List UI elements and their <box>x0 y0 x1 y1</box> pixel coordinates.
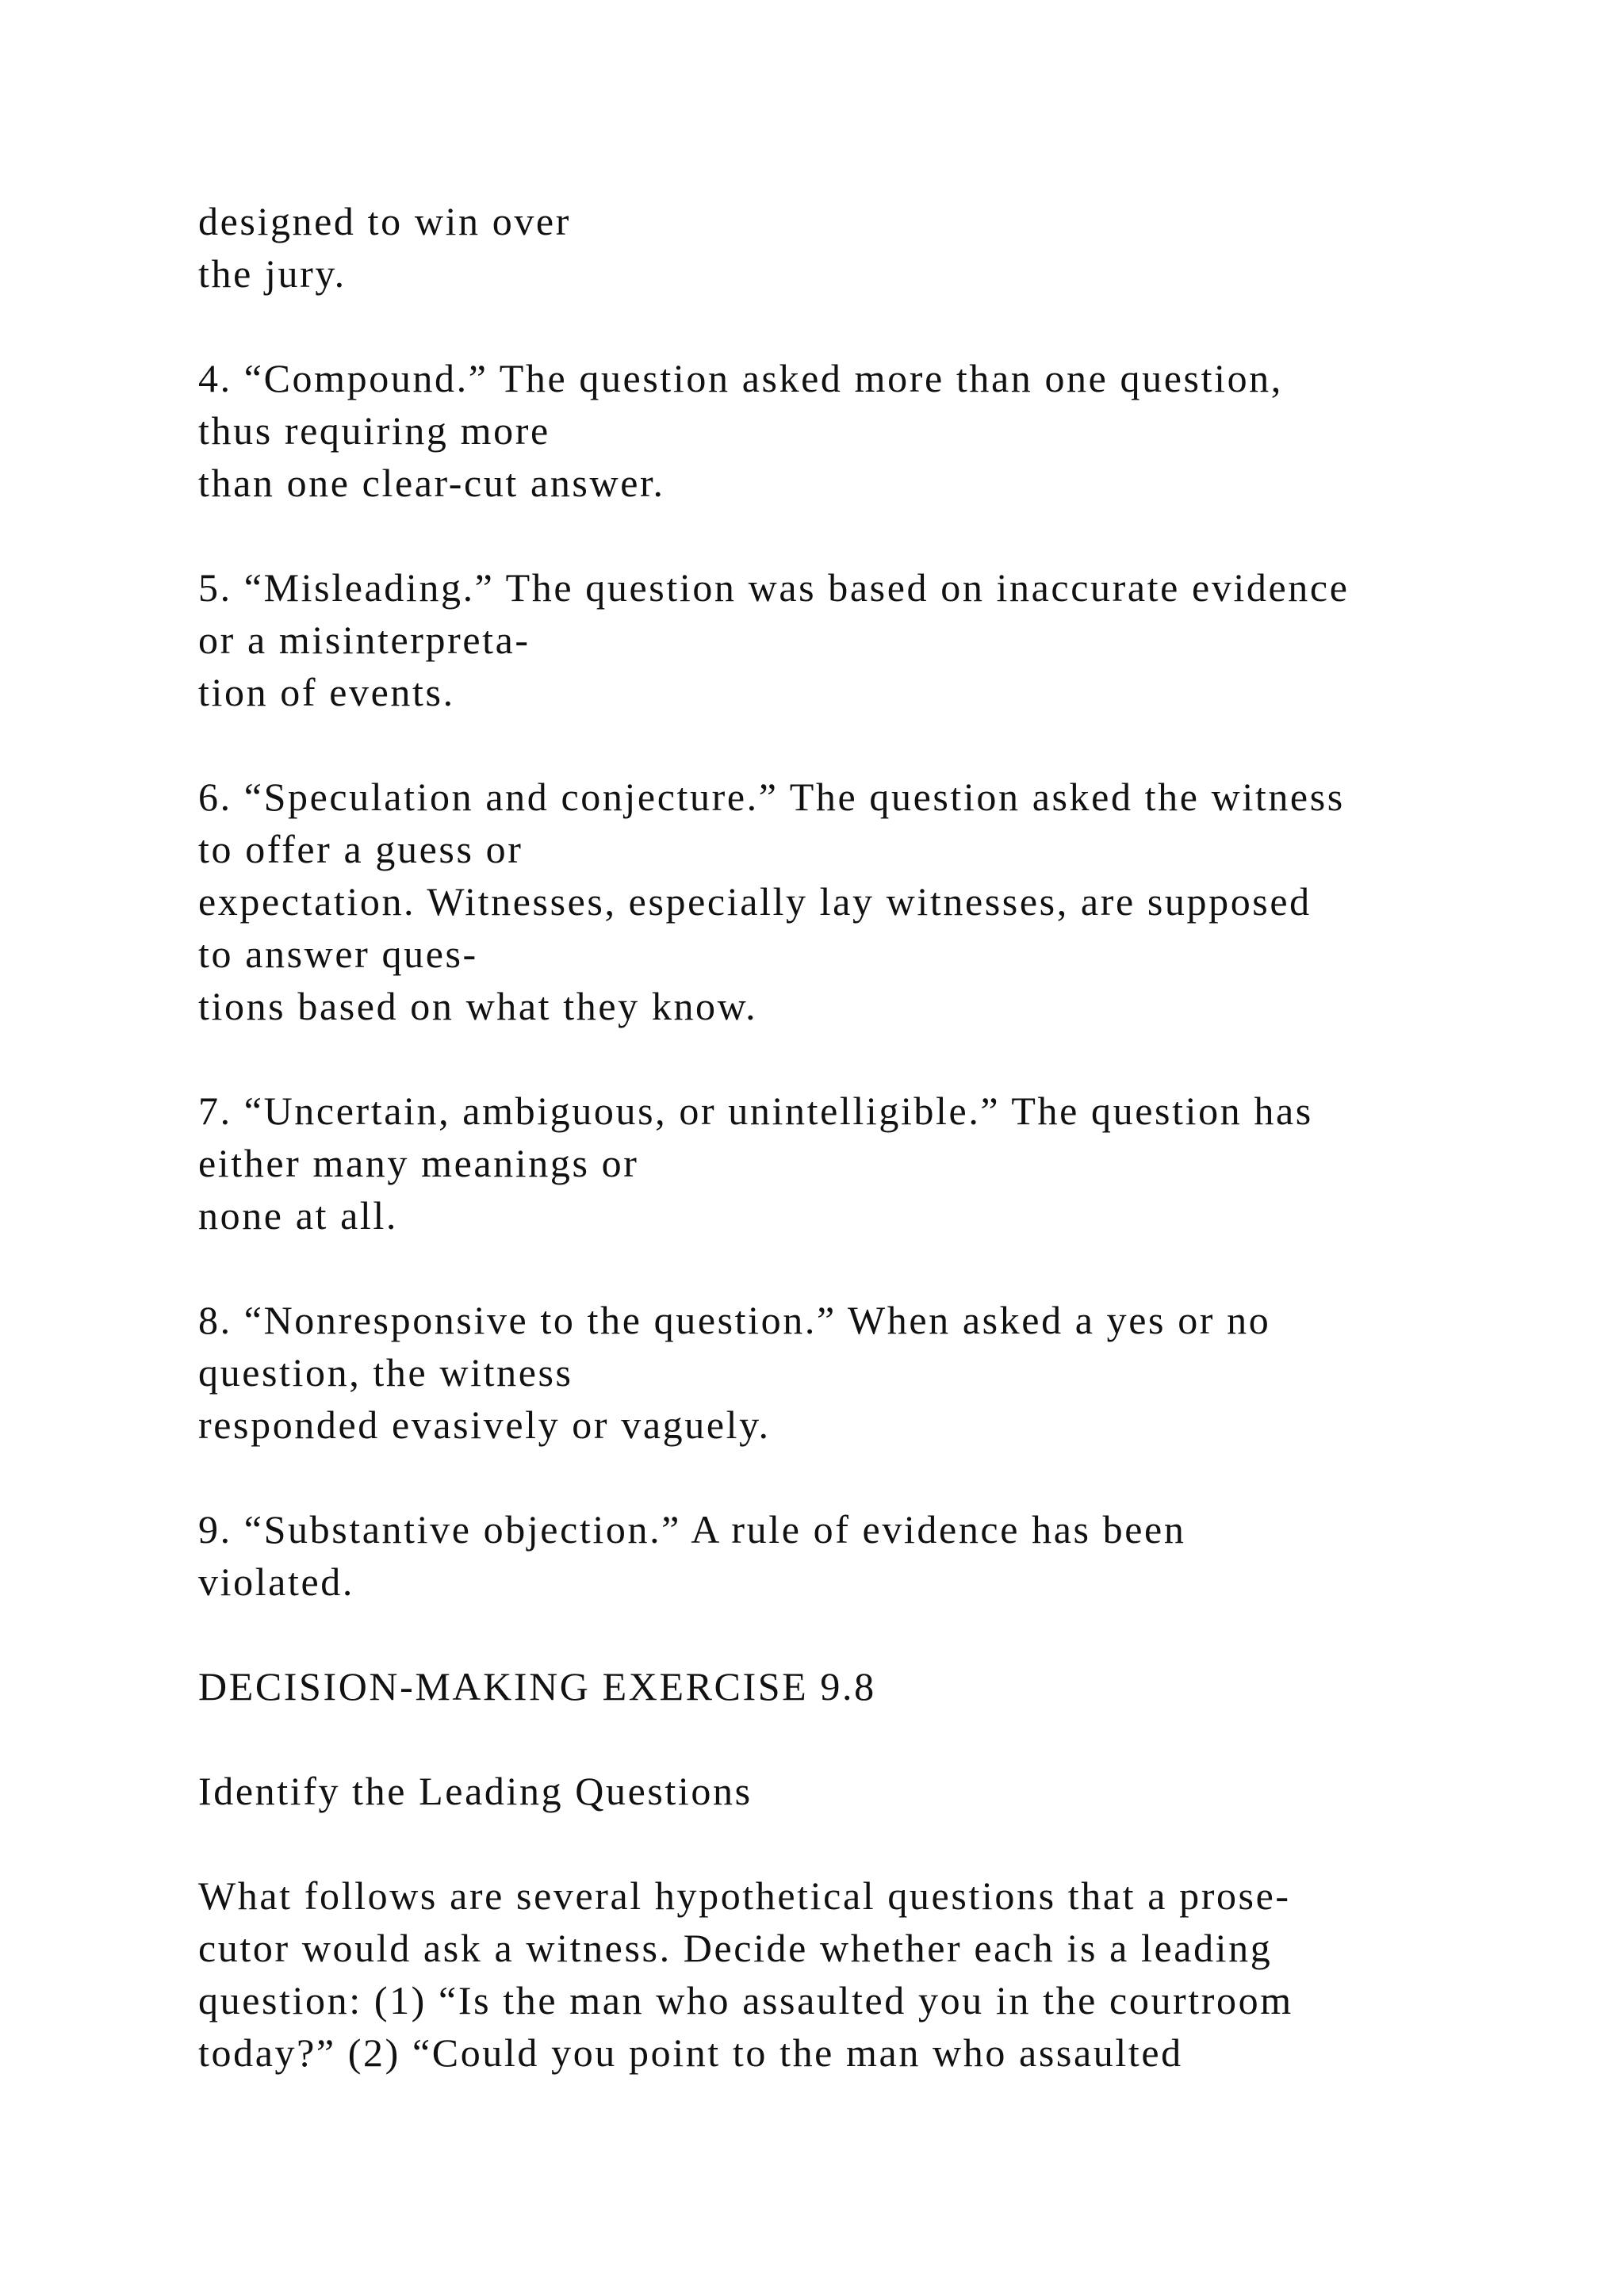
text-line: What follows are several hypothetical questions that a prose- <box>198 1873 1291 1918</box>
text-line: cutor would ask a witness. Decide whether each is a leading <box>198 1926 1273 1970</box>
text-line: 8. “Nonresponsive to the question.” When asked a yes or no <box>198 1298 1271 1342</box>
text-line: question: (1) “Is the man who assaulted you in the courtroom <box>198 1978 1293 2022</box>
text-line: question, the witness <box>198 1350 573 1395</box>
text-line: 6. “Speculation and conjecture.” The question asked the witness <box>198 775 1345 819</box>
text-line: DECISION-MAKING EXERCISE 9.8 <box>198 1664 876 1709</box>
exercise-heading <box>198 1660 1586 1712</box>
text-line: to offer a guess or <box>198 827 523 871</box>
text-line: 7. “Uncertain, ambiguous, or unintelligible.” The question has <box>198 1089 1313 1133</box>
exercise-body <box>198 1869 1586 2079</box>
text-line: expectation. Witnesses, especially lay witnesses, are supposed <box>198 879 1312 924</box>
paragraph-gap <box>198 1451 1586 1503</box>
document-page <box>198 195 1586 2079</box>
text-line: 5. “Misleading.” The question was based on inaccurate evidence <box>198 565 1350 610</box>
objection-item-7 <box>198 1085 1586 1242</box>
text-line: Identify the Leading Questions <box>198 1769 753 1813</box>
text-line: none at all. <box>198 1193 398 1238</box>
paragraph-gap <box>198 300 1586 352</box>
objection-item-9 <box>198 1503 1586 1608</box>
paragraph-gap <box>198 1817 1586 1869</box>
text-line: than one clear-cut answer. <box>198 461 665 505</box>
text-line: the jury. <box>198 251 347 296</box>
text-line: 9. “Substantive objection.” A rule of evidence has been <box>198 1507 1186 1552</box>
text-line: 4. “Compound.” The question asked more than one question, <box>198 356 1283 400</box>
text-line: responded evasively or vaguely. <box>198 1402 771 1447</box>
paragraph-gap <box>198 1242 1586 1294</box>
text-line: to answer ques- <box>198 932 478 976</box>
text-line: today?” (2) “Could you point to the man who assaulted <box>198 2030 1183 2075</box>
text-line: tion of events. <box>198 670 455 714</box>
text-line: violated. <box>198 1559 354 1604</box>
paragraph-gap <box>198 509 1586 561</box>
text-line: either many meanings or <box>198 1141 639 1185</box>
paragraph-gap <box>198 1032 1586 1085</box>
text-line: or a misinterpreta- <box>198 618 530 662</box>
exercise-title <box>198 1765 1586 1817</box>
objection-item-8 <box>198 1294 1586 1451</box>
text-line: designed to win over <box>198 199 571 243</box>
objection-item-6 <box>198 771 1586 1032</box>
objection-item-5 <box>198 561 1586 718</box>
paragraph-gap <box>198 1608 1586 1660</box>
text-line: thus requiring more <box>198 408 550 453</box>
text-block-intro <box>198 195 1586 300</box>
objection-item-4 <box>198 352 1586 509</box>
paragraph-gap <box>198 1712 1586 1765</box>
text-line: tions based on what they know. <box>198 984 758 1028</box>
paragraph-gap <box>198 718 1586 771</box>
